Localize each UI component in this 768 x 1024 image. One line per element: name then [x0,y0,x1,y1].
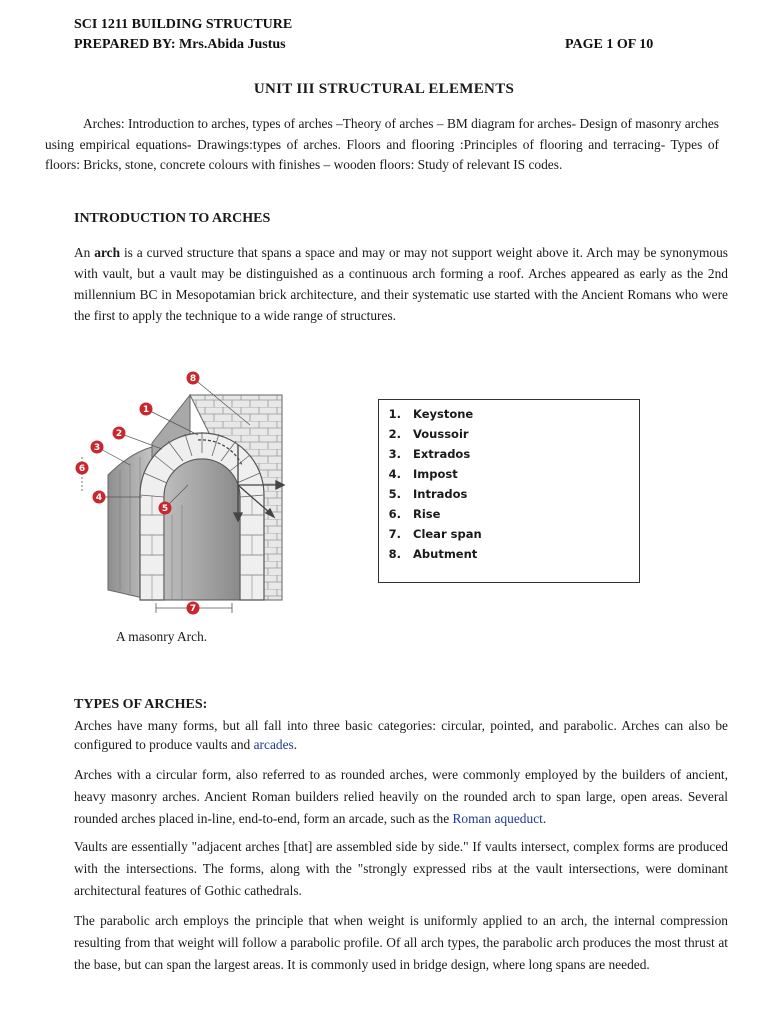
types-paragraph-2: Arches with a circular form, also referred to as rounded arches, were commonly employed by the builders of ancient, heavy masonry arches. Ancient Roman builders relied heavily on the rounded arch to span large, open areas. Several rounded arches placed in-line, end-to-end, form an arcade, such as the Roman aqueduct. [74,767,728,826]
intro-text-rest: is a curved structure that spans a space and may or may not support weight above it. Arch may be synonymous with vault, but a vault may be distinguished as a continuous arch forming a roof. Arches appeared as early as the 2nd millennium BC in Mesopotamian brick architecture, and their systematic use started with the Ancient Romans who were the first to apply the technique to a wide range of structures. [74,245,729,323]
callout-7 [187,602,200,615]
legend-item: 3. Extrados [388,447,471,461]
types-paragraph-3: Vaults are essentially "adjacent arches [that] are assembled side by side." If vaults intersect, complex forms are produced with the intersections. The forms, along with the "strongly expressed ribs at the vault intersections, were dominant architectural features of Gothic cathedrals. [74,839,728,898]
svg-text:4: 4 [95,493,103,504]
syllabus-paragraph: Arches: Introduction to arches, types of arches –Theory of arches – BM diagram for arches- Design of masonry arches using empirical equations- Drawings:types of arches. Floors and flooring :Principles of flooring and terracing- Types of floors: Bricks, stone, concrete colours with finishes – wooden floors: Study of relevant IS codes. [45,116,719,172]
callout-5 [159,502,172,515]
prepared-by: PREPARED BY: Mrs.Abida Justus [74,37,286,52]
legend-item: 6. Rise [388,507,441,521]
callout-1 [140,403,153,416]
roman-aqueduct-link[interactable]: Roman aqueduct [452,811,543,826]
svg-text:7: 7 [189,604,197,615]
course-title: SCI 1211 BUILDING STRUCTURE [74,17,293,32]
legend-item: 5. Intrados [388,487,468,501]
types-paragraph-4: The parabolic arch employs the principle that when weight is uniformly applied to an arch, the internal compression resulting from that weight will follow a parabolic profile. Of all arch types, the parabolic arch produces the most thrust at the base, but can span the largest areas. It is commonly used in bridge design, where long spans are needed. [74,913,728,972]
legend-list [379,404,639,564]
masonry-arch-figure [70,365,300,615]
page-number: PAGE 1 OF 10 [565,37,654,52]
arch-front [140,432,264,600]
intro-term-arch: arch [94,245,121,260]
legend-item: 7. Clear span [388,527,482,541]
svg-text:6: 6 [78,464,86,475]
svg-text:2: 2 [115,429,123,440]
unit-title: UNIT III STRUCTURAL ELEMENTS [253,81,515,97]
svg-text:5: 5 [161,504,169,515]
callout-3 [91,441,104,454]
legend-item: 1. Keystone [388,407,474,421]
callout-4 [93,491,106,504]
intro-paragraph [74,242,728,326]
intro-heading: INTRODUCTION TO ARCHES [74,211,271,226]
types-paragraph-1: Arches have many forms, but all fall into three basic categories: circular, pointed, and parabolic. Arches can also be configured to produce vaults and arcades. [74,718,728,752]
callout-8 [187,372,200,385]
arcades-link[interactable]: arcades [253,737,294,752]
legend-item: 2. Voussoir [388,427,469,441]
legend-box [378,399,640,583]
callout-2 [113,427,126,440]
svg-text:1: 1 [142,405,150,416]
intro-text-start: An [74,245,95,260]
legend-item: 4. Impost [388,467,458,481]
svg-text:8: 8 [189,374,197,385]
callout-6 [76,462,89,475]
legend-item: 8. Abutment [388,547,478,561]
figure-caption: A masonry Arch. [116,629,208,644]
svg-text:3: 3 [93,443,101,454]
types-heading: TYPES OF ARCHES: [74,697,208,712]
